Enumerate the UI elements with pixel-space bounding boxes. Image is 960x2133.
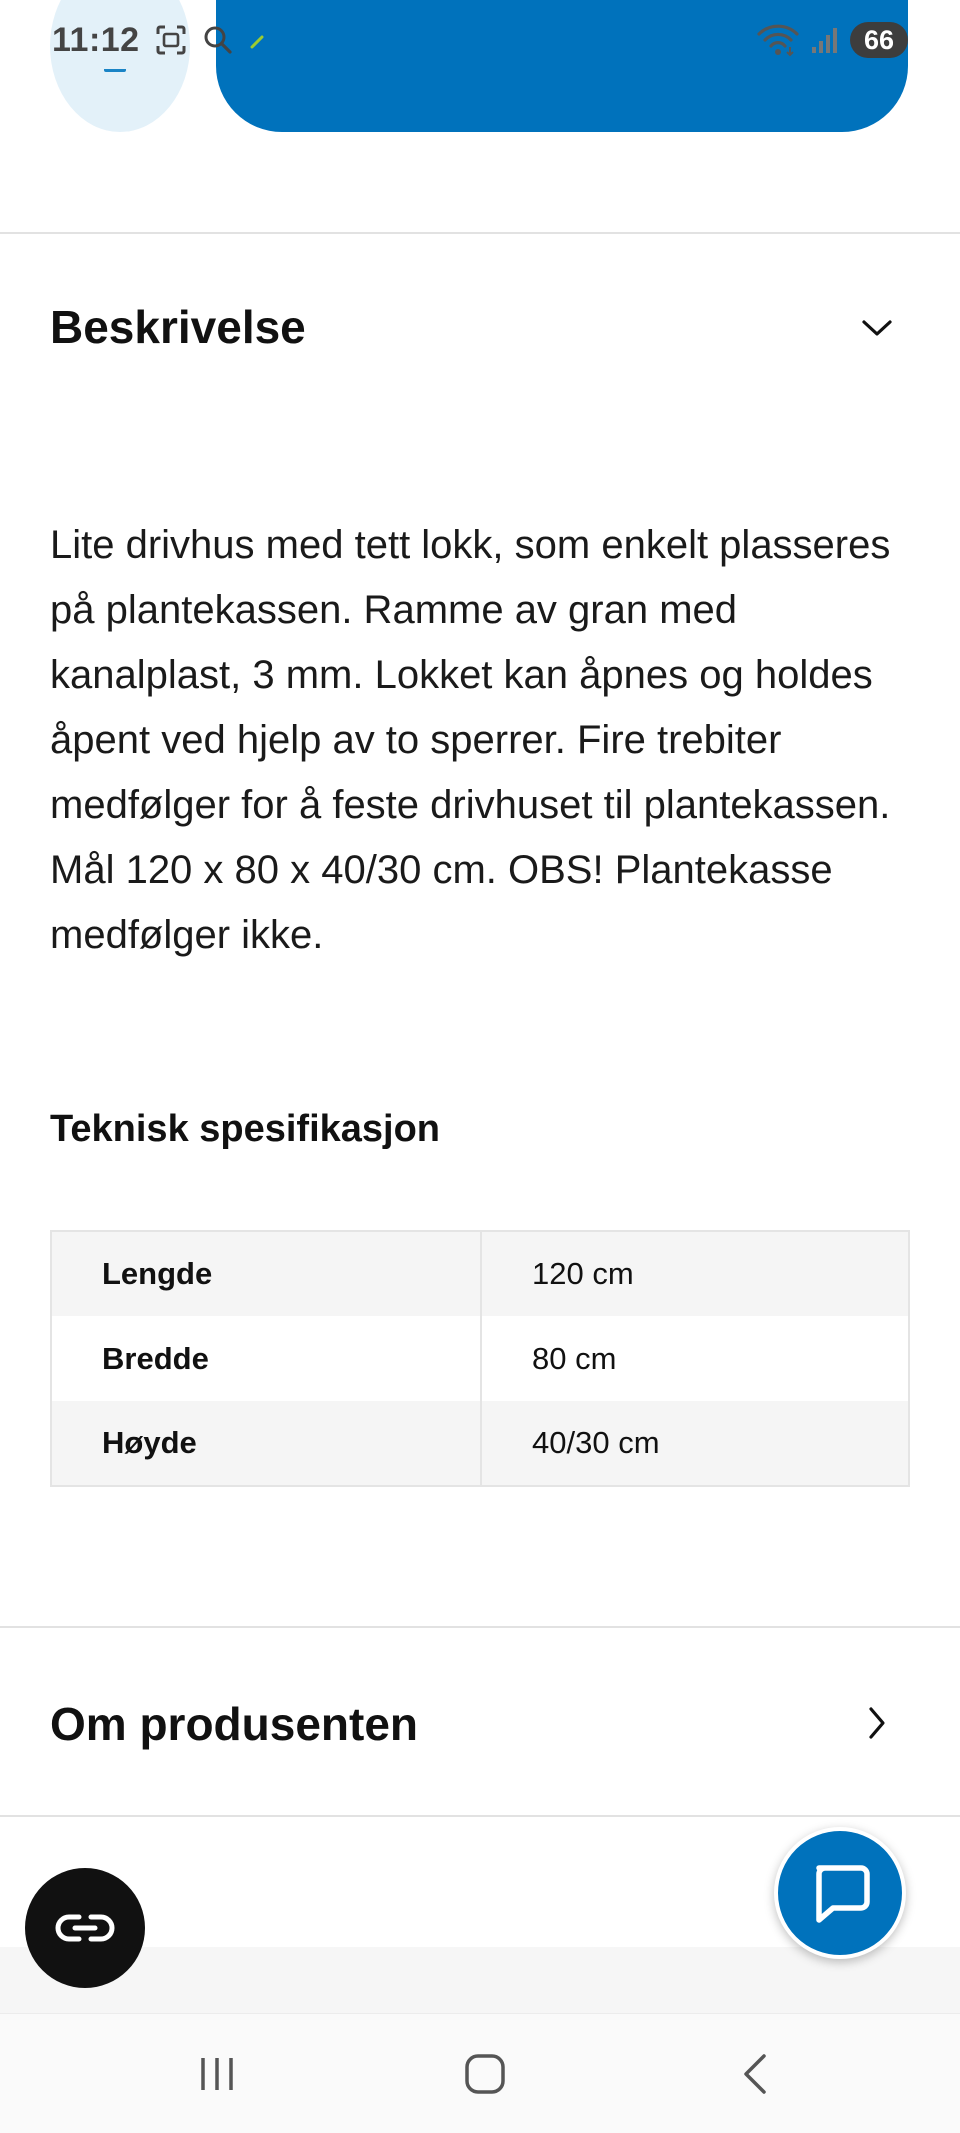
system-nav-bar bbox=[0, 2013, 960, 2133]
chat-icon bbox=[805, 1858, 875, 1928]
home-button[interactable] bbox=[440, 2044, 530, 2104]
status-left-icons bbox=[154, 23, 268, 57]
spec-label: Lengde bbox=[51, 1231, 481, 1316]
chat-button[interactable] bbox=[774, 1827, 906, 1959]
manufacturer-title[interactable]: Om produsenten bbox=[50, 1698, 419, 1750]
spec-label: Bredde bbox=[51, 1316, 481, 1401]
leaf-icon bbox=[248, 30, 268, 50]
signal-icon bbox=[810, 25, 840, 55]
link-icon bbox=[53, 1911, 117, 1945]
footer-band bbox=[0, 1947, 960, 2013]
home-icon bbox=[463, 2052, 507, 2096]
spec-value: 120 cm bbox=[481, 1231, 909, 1316]
chevron-right-icon bbox=[866, 1705, 888, 1741]
chevron-down-icon bbox=[860, 317, 894, 339]
description-title: Beskrivelse bbox=[50, 301, 306, 353]
spec-value: 80 cm bbox=[481, 1316, 909, 1401]
spec-title: Teknisk spesifikasjon bbox=[50, 1108, 441, 1150]
status-right-icons bbox=[756, 22, 908, 58]
spec-table bbox=[50, 1230, 910, 1487]
manufacturer-link[interactable] bbox=[847, 1693, 907, 1753]
search-icon bbox=[202, 24, 234, 56]
wifi-icon bbox=[756, 23, 800, 57]
table-row bbox=[51, 1401, 909, 1486]
screenshot-icon bbox=[154, 23, 188, 57]
back-icon bbox=[740, 2052, 770, 2096]
link-button[interactable] bbox=[25, 1868, 145, 1988]
description-text: Lite drivhus med tett lokk, som enkelt plasseres på plantekassen. Ramme av gran med kanalplast, 3 mm. Lokket kan åpnes og holdes åpent ved hjelp av to sperrer. Fire trebiter medfølger for å feste drivhuset til plantekassen. Mål 120 x 80 x 40/30 cm. OBS! Plantekasse medfølger ikke. bbox=[50, 523, 891, 957]
divider bbox=[0, 1815, 960, 1817]
table-row bbox=[51, 1316, 909, 1401]
battery-indicator: 66 bbox=[850, 22, 908, 58]
back-button[interactable] bbox=[710, 2044, 800, 2104]
spec-value: 40/30 cm bbox=[481, 1401, 909, 1486]
recent-apps-icon bbox=[197, 2054, 237, 2094]
status-time: 11:12 bbox=[52, 20, 140, 59]
table-row bbox=[51, 1231, 909, 1316]
divider bbox=[0, 232, 960, 234]
spec-label: Høyde bbox=[51, 1401, 481, 1486]
description-toggle[interactable] bbox=[847, 298, 907, 358]
status-bar bbox=[0, 0, 960, 80]
recent-apps-button[interactable] bbox=[172, 2044, 262, 2104]
divider bbox=[0, 1626, 960, 1628]
